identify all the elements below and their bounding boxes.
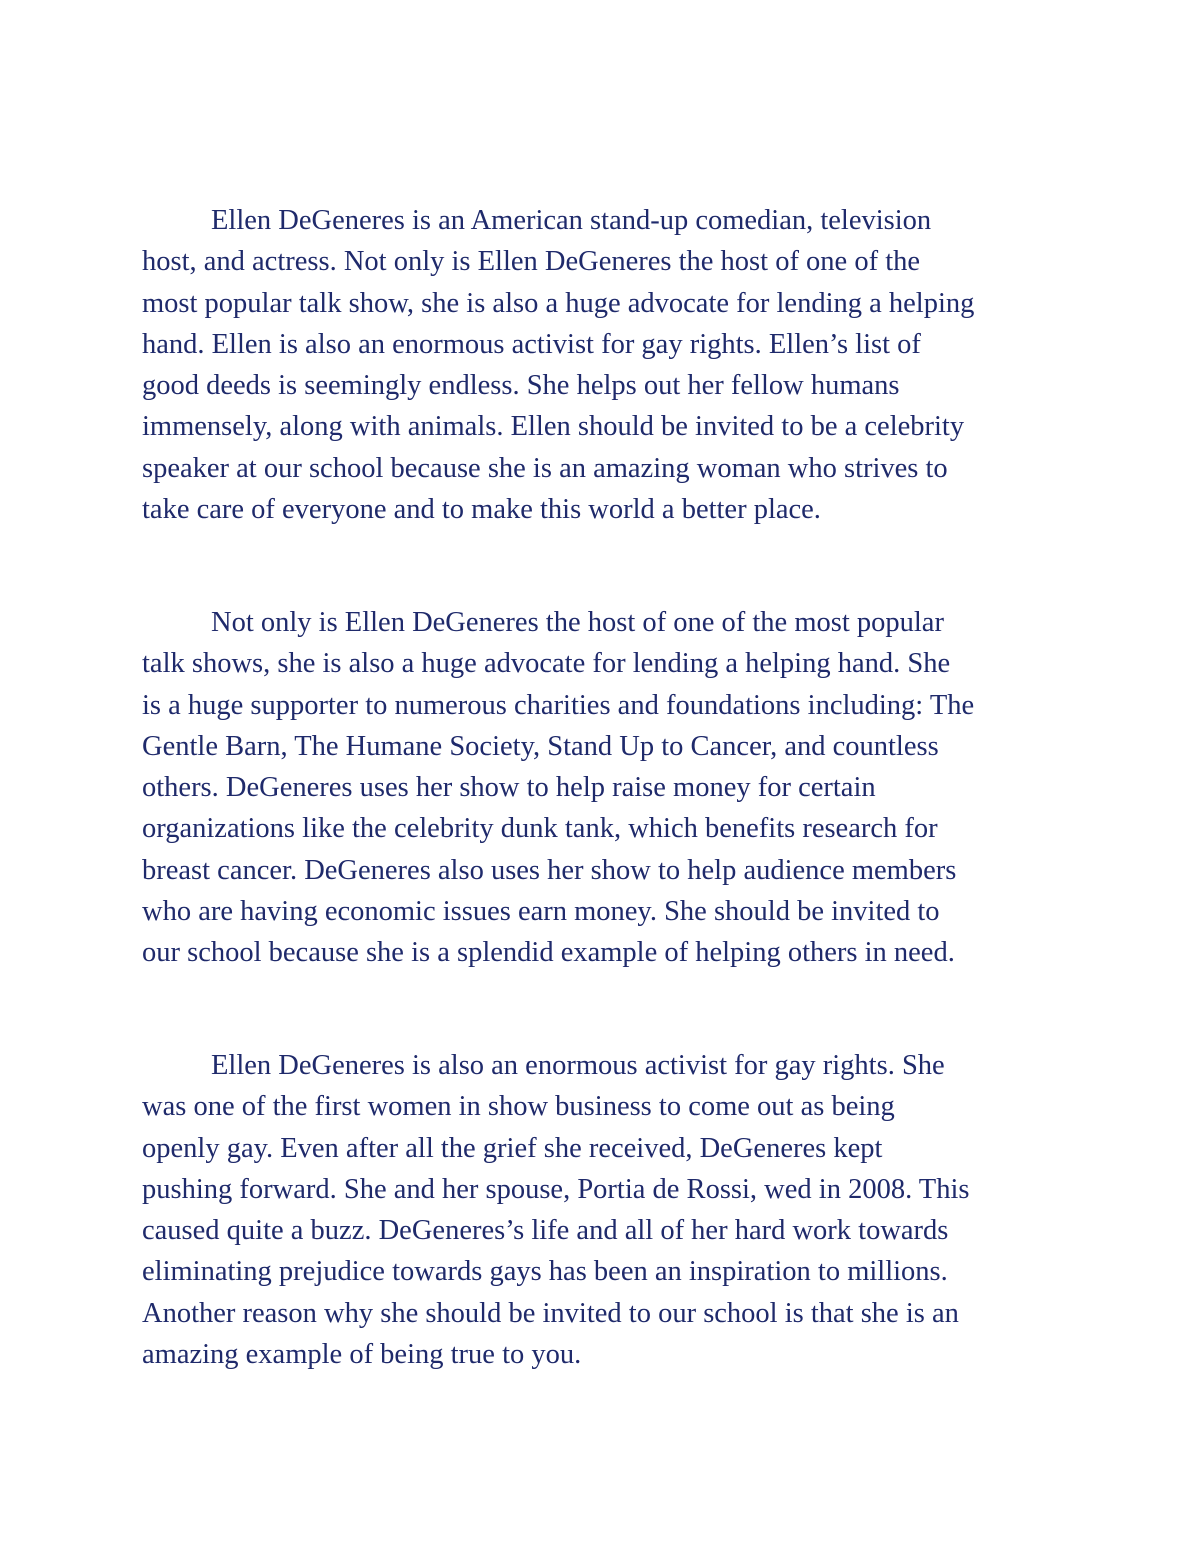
text-line: Ellen DeGeneres is also an enormous activist for gay rights. She bbox=[211, 1050, 945, 1081]
text-line: eliminating prejudice towards gays has been an inspiration to millions. bbox=[142, 1256, 948, 1288]
text-line: others. DeGeneres uses her show to help raise money for certain bbox=[142, 772, 876, 804]
text-line: organizations like the celebrity dunk tank, which benefits research for bbox=[142, 813, 938, 845]
text-line: Ellen DeGeneres is an American stand-up comedian, television bbox=[211, 205, 932, 236]
text-line: host, and actress. Not only is Ellen DeGeneres the host of one of the bbox=[142, 246, 921, 278]
text-line: who are having economic issues earn money. She should be invited to bbox=[142, 896, 940, 928]
text-line: speaker at our school because she is an amazing woman who strives to bbox=[142, 452, 948, 484]
text-line: pushing forward. She and her spouse, Portia de Rossi, wed in 2008. This bbox=[142, 1173, 970, 1205]
text-line: take care of everyone and to make this world a better place. bbox=[142, 494, 821, 526]
text-line: good deeds is seemingly endless. She helps out her fellow humans bbox=[142, 370, 900, 402]
text-line: breast cancer. DeGeneres also uses her show to help audience members bbox=[142, 854, 957, 886]
text-line: Another reason why she should be invited to our school is that she is an bbox=[142, 1297, 959, 1329]
paragraph-activism bbox=[142, 1045, 1072, 1375]
text-line: our school because she is a splendid example of helping others in need. bbox=[142, 937, 955, 969]
text-line: most popular talk show, she is also a huge advocate for lending a helping bbox=[142, 287, 975, 319]
text-line: is a huge supporter to numerous charities and foundations including: The bbox=[142, 689, 975, 721]
text-line: was one of the first women in show business to come out as being bbox=[142, 1091, 895, 1123]
paragraph-charity bbox=[142, 602, 1072, 974]
text-line: hand. Ellen is also an enormous activist for gay rights. Ellen’s list of bbox=[142, 328, 921, 360]
text-line: talk shows, she is also a huge advocate for lending a helping hand. She bbox=[142, 648, 951, 680]
text-line: Gentle Barn, The Humane Society, Stand Up to Cancer, and countless bbox=[142, 730, 939, 762]
text-line: Not only is Ellen DeGeneres the host of one of the most popular bbox=[211, 607, 944, 638]
text-line: caused quite a buzz. DeGeneres’s life and all of her hard work towards bbox=[142, 1215, 949, 1247]
text-line: amazing example of being true to you. bbox=[142, 1339, 582, 1371]
text-line: immensely, along with animals. Ellen should be invited to be a celebrity bbox=[142, 411, 965, 443]
text-line: openly gay. Even after all the grief she received, DeGeneres kept bbox=[142, 1132, 883, 1164]
paragraph-intro bbox=[142, 200, 1072, 530]
